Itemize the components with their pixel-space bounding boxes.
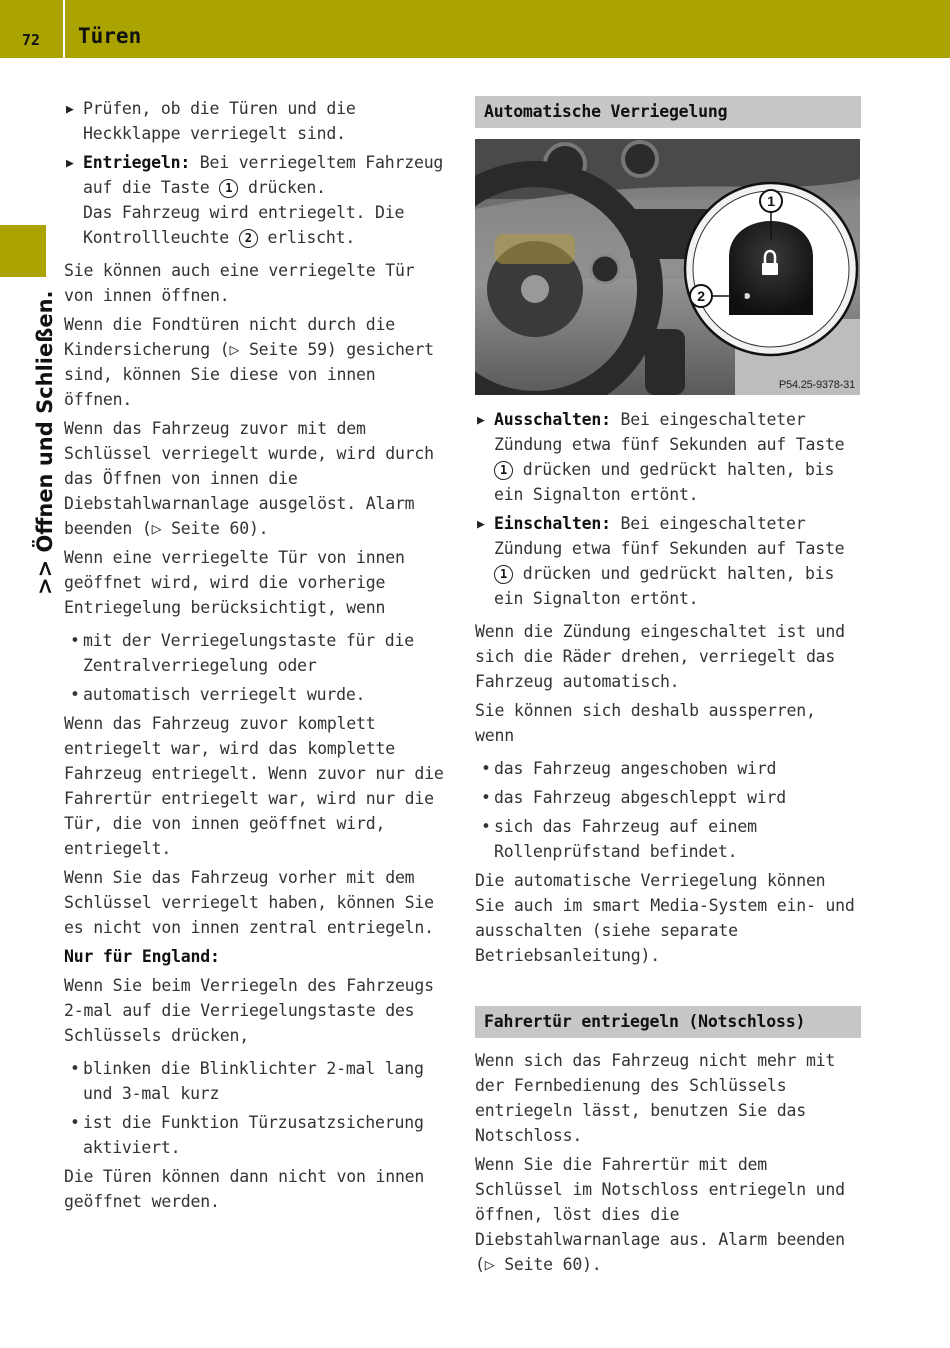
- paragraph: Wenn das Fahrzeug zuvor mit dem Schlüssel verriegelt wurde, wird durch das Öffnen von innen die Diebstahlwarnanlage ausgelöst. Alarm beenden (▷ Seite 60).: [64, 419, 434, 538]
- chapter-label: >> Öffnen und Schließen.: [33, 290, 57, 595]
- paragraph: Wenn Sie die Fahrertür mit dem Schlüssel im Notschloss entriegeln und öffnen, löst dies die Diebstahlwarnanlage aus. Alarm beenden (▷ Seite 60).: [475, 1155, 845, 1274]
- arrow-icon: ▶: [477, 413, 485, 428]
- callout-1-icon: 1: [219, 179, 238, 198]
- arrow-icon: ▶: [66, 102, 74, 117]
- dashboard-photo: [475, 139, 860, 395]
- callout-1-icon: 1: [494, 461, 513, 480]
- subheading: Nur für England:: [64, 947, 220, 966]
- page-number: 72: [21, 31, 41, 49]
- paragraph: Wenn sich das Fahrzeug nicht mehr mit der Fernbedienung des Schlüssels entriegeln lässt, benutzen Sie das Notschloss.: [475, 1051, 836, 1145]
- paragraph: Sie können auch eine verriegelte Tür von innen öffnen.: [64, 261, 415, 305]
- section-heading-auto-lock: Automatische Verriegelung: [475, 96, 861, 128]
- paragraph: Wenn eine verriegelte Tür von innen geöffnet wird, wird die vorherige Entriegelung berücksichtigt, wenn: [64, 548, 405, 617]
- step-check: ▶ Prüfen, ob die Türen und die Heckklappe verriegelt sind.: [66, 99, 356, 143]
- left-column: [64, 96, 452, 1218]
- photo-callout-1: 1: [767, 193, 775, 209]
- section-heading-emergency-lock: Fahrertür entriegeln (Notschloss): [475, 1006, 861, 1038]
- paragraph: Sie können sich deshalb aussperren, wenn: [475, 701, 816, 745]
- chapter-tab: [0, 225, 46, 277]
- list-item: • blinken die Blinklichter 2-mal lang und 3-mal kurz: [70, 1059, 424, 1103]
- paragraph: Wenn Sie das Fahrzeug vorher mit dem Schlüssel verriegelt haben, können Sie es nicht von innen zentral entriegeln.: [64, 868, 434, 937]
- list-item: • mit der Verriegelungstaste für die Zentralverriegelung oder: [70, 631, 414, 675]
- step-enable: ▶ Einschalten: Bei eingeschalteter Zündung etwa fünf Sekunden auf Taste 1 drücken und gedrückt halten, bis ein Signalton ertönt.: [477, 514, 845, 608]
- list-item: • automatisch verriegelt wurde.: [70, 685, 366, 704]
- arrow-icon: ▶: [477, 517, 485, 532]
- paragraph: Wenn das Fahrzeug zuvor komplett entriegelt war, wird das komplette Fahrzeug entriegelt. Wenn zuvor nur die Fahrertür entriegelt war, wird nur die Tür, die von innen geöffnet wird, entriegelt.: [64, 714, 444, 858]
- paragraph: Die Türen können dann nicht von innen geöffnet werden.: [64, 1167, 425, 1211]
- callout-1-icon: 1: [494, 565, 513, 584]
- paragraph: Wenn die Zündung eingeschaltet ist und sich die Räder drehen, verriegelt das Fahrzeug automatisch.: [475, 622, 845, 691]
- paragraph: Wenn die Fondtüren nicht durch die Kindersicherung (▷ Seite 59) gesichert sind, können Sie diese von innen öffnen.: [64, 315, 434, 409]
- photo-code: P54.25-9378-31: [778, 379, 855, 391]
- list-item: • das Fahrzeug angeschoben wird: [481, 759, 777, 778]
- callout-2-icon: 2: [239, 229, 258, 248]
- step-unlock: ▶ Entriegeln: Bei verriegeltem Fahrzeug auf die Taste 1 drücken. Das Fahrzeug wird entriegelt. Die Kontrollleuchte 2 erlischt.: [66, 153, 444, 247]
- list-item: • ist die Funktion Türzusatzsicherung aktiviert.: [70, 1113, 424, 1157]
- list-item: • das Fahrzeug abgeschleppt wird: [481, 788, 787, 807]
- photo-callout-2: 2: [697, 288, 705, 304]
- right-column: [475, 96, 861, 1281]
- paragraph: Wenn Sie beim Verriegeln des Fahrzeugs 2-mal auf die Verriegelungstaste des Schlüssels drücken,: [64, 976, 434, 1045]
- arrow-icon: ▶: [66, 156, 74, 171]
- dashboard-illustration: [475, 139, 860, 395]
- header-divider: [63, 0, 65, 58]
- page-header: [0, 0, 950, 58]
- step-disable: ▶ Ausschalten: Bei eingeschalteter Zündung etwa fünf Sekunden auf Taste 1 drücken und gedrückt halten, bis ein Signalton ertönt.: [477, 410, 845, 504]
- list-item: • sich das Fahrzeug auf einem Rollenprüfstand befindet.: [481, 817, 757, 861]
- paragraph: Die automatische Verriegelung können Sie auch im smart Media-System ein- und ausschalten (siehe separate Betriebsanleitung).: [475, 871, 855, 965]
- page-title: Türen: [78, 24, 142, 48]
